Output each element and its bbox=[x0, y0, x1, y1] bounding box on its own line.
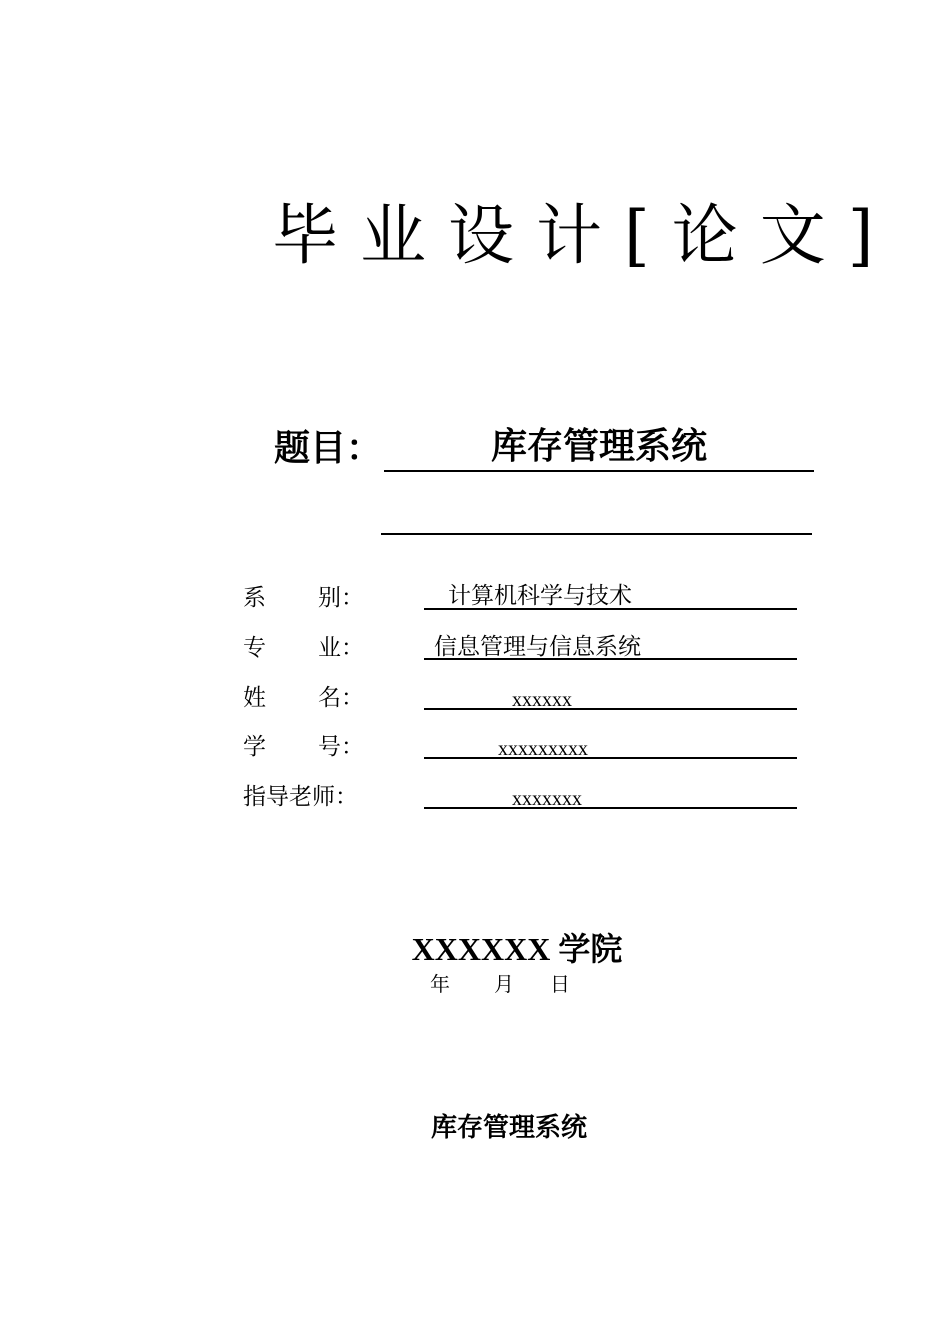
advisor-value: xxxxxxx bbox=[512, 788, 582, 810]
major-label: 专 业： bbox=[243, 635, 364, 661]
student-id-underline bbox=[424, 757, 797, 759]
topic-underline-2 bbox=[381, 533, 812, 535]
advisor-underline bbox=[424, 807, 797, 809]
topic-value: 库存管理系统 bbox=[490, 426, 707, 467]
day-label: 日 bbox=[550, 972, 570, 996]
student-id-value: xxxxxxxxx bbox=[498, 738, 588, 760]
topic-label: 题目： bbox=[274, 428, 383, 469]
name-label: 姓 名： bbox=[243, 685, 364, 711]
college-name: XXXXXX 学院 bbox=[411, 931, 623, 967]
major-underline bbox=[424, 658, 797, 660]
name-underline bbox=[424, 708, 797, 710]
advisor-label: 指导老师： bbox=[243, 784, 358, 810]
name-value: xxxxxx bbox=[512, 689, 572, 711]
date-line bbox=[430, 970, 570, 998]
document-title: 毕业设计[论文] bbox=[272, 197, 896, 274]
department-label: 系 别： bbox=[243, 585, 364, 611]
student-id-label: 学 号： bbox=[243, 734, 364, 760]
department-underline bbox=[424, 608, 797, 610]
major-value: 信息管理与信息系统 bbox=[434, 634, 641, 660]
department-value: 计算机科学与技术 bbox=[448, 583, 632, 609]
year-label: 年 bbox=[430, 972, 450, 996]
footer-document-title: 库存管理系统 bbox=[430, 1113, 587, 1143]
month-label: 月 bbox=[494, 972, 514, 996]
topic-underline-1 bbox=[384, 470, 814, 472]
